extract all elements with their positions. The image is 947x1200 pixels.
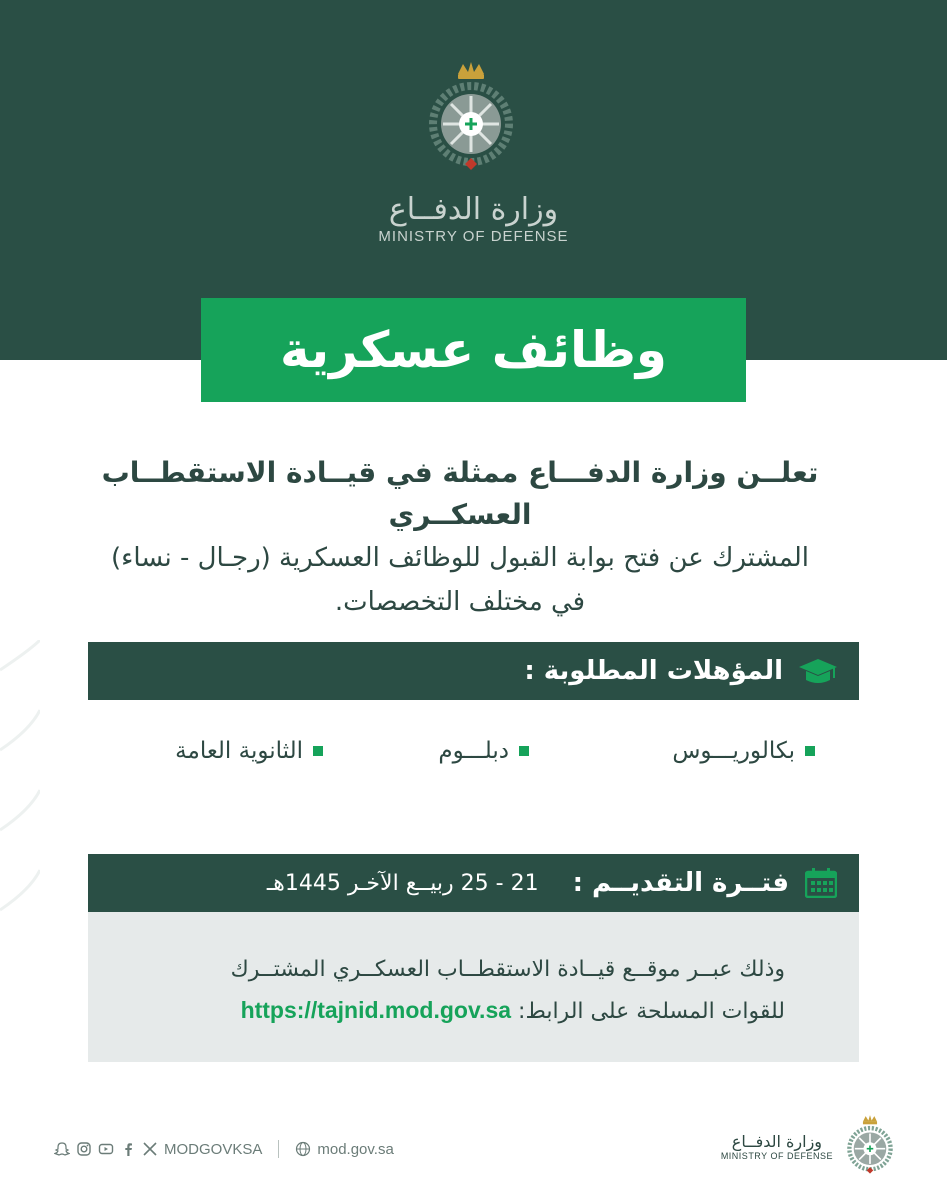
ministry-emblem [418, 60, 524, 178]
title-banner [201, 298, 746, 402]
details-line-2-text: للقوات المسلحة على الرابط: [518, 999, 785, 1024]
qualification-diploma: دبلـــوم [438, 738, 509, 764]
list-item [175, 738, 323, 764]
facebook-icon[interactable] [120, 1141, 136, 1157]
youtube-icon[interactable] [98, 1141, 114, 1157]
ministry-name-en: MINISTRY OF DEFENSE [378, 228, 569, 245]
application-period-date: 21 - 25 ربيــع الآخـر 1445هـ [266, 870, 539, 896]
details-line-1: وذلك عبــر موقــع قيــادة الاستقطــاب العسكــري المشتــرك [230, 957, 785, 982]
intro-line-1: تعلــن وزارة الدفـــاع ممثلة في قيــادة الاستقطــاب العسكــري [101, 456, 819, 531]
application-details [88, 912, 859, 1062]
ministry-name-ar: وزارة الدفــاع [388, 192, 559, 227]
intro-text [60, 452, 860, 624]
x-icon[interactable] [142, 1141, 158, 1157]
application-period-label: فتــرة التقديــم : [572, 868, 789, 898]
intro-line-3: في مختلف التخصصات. [334, 587, 586, 617]
footer-social [54, 1140, 394, 1158]
qualification-high-school: الثانوية العامة [175, 738, 303, 764]
globe-icon [295, 1141, 311, 1157]
qualification-bachelor: بكالوريـــوس [672, 738, 795, 764]
decorative-leaves [0, 640, 40, 970]
qualifications-heading: المؤهلات المطلوبة : [524, 656, 783, 686]
bullet-icon [313, 746, 323, 756]
footer-emblem-icon [841, 1114, 899, 1178]
footer-logo [721, 1114, 899, 1178]
list-item [672, 738, 815, 764]
qualifications-list [88, 738, 859, 778]
list-item [438, 738, 529, 764]
intro-line-2: المشترك عن فتح بوابة القبول للوظائف العسكرية (رجـال - نساء) [110, 543, 810, 573]
qualifications-header [88, 642, 859, 700]
bullet-icon [805, 746, 815, 756]
footer-divider [278, 1140, 279, 1158]
instagram-icon[interactable] [76, 1141, 92, 1157]
footer-ministry-ar: وزارة الدفــاع [731, 1131, 823, 1151]
social-handle[interactable]: MODGOVKSA [164, 1140, 263, 1158]
footer-ministry-en: MINISTRY OF DEFENSE [720, 1150, 833, 1161]
calendar-icon [805, 868, 837, 898]
application-link[interactable]: https://tajnid.mod.gov.sa [240, 997, 512, 1023]
bullet-icon [519, 746, 529, 756]
details-line-2 [162, 990, 785, 1032]
snapchat-icon[interactable] [54, 1141, 70, 1157]
page-title: وظائف عسكرية [280, 321, 667, 379]
application-period-header [88, 854, 859, 912]
website-link[interactable]: mod.gov.sa [317, 1140, 394, 1158]
graduation-cap-icon [797, 656, 839, 686]
